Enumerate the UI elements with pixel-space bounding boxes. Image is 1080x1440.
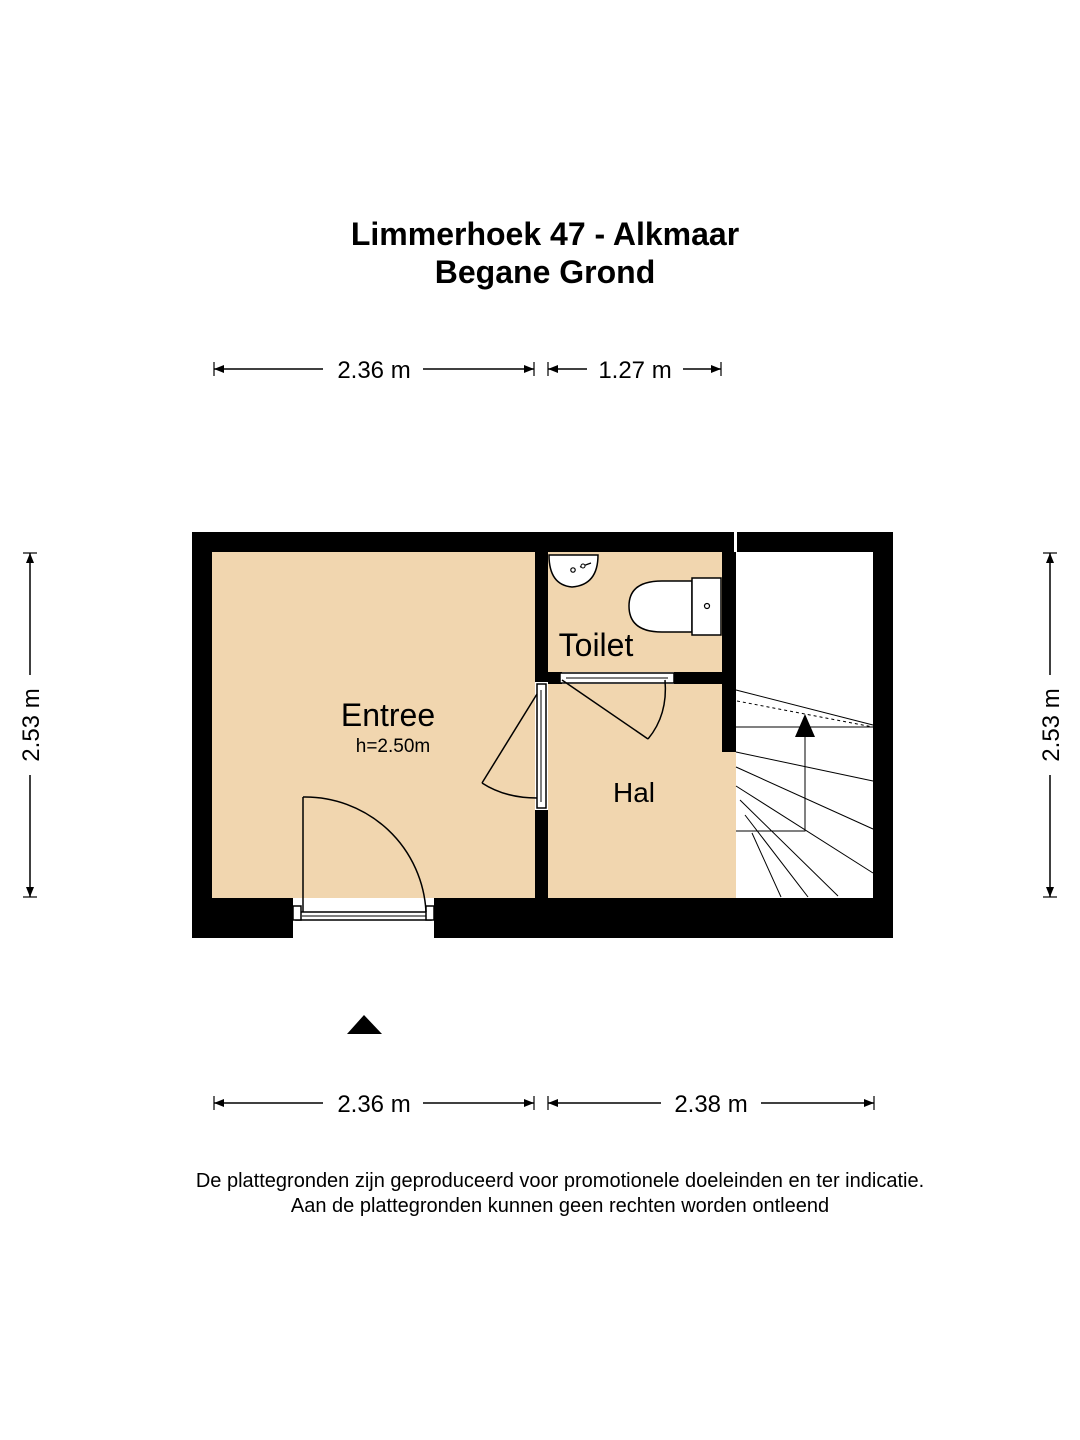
dimension-top-left-label: 2.36 m (337, 357, 411, 384)
disclaimer-line-1: De plattegronden zijn geproduceerd voor promotionele doeleinden en ter indicatie. (195, 1170, 925, 1192)
entree-label: Entree (340, 697, 436, 733)
dimension-top-left (214, 357, 534, 384)
stair-arrow-icon (795, 714, 815, 737)
dimension-top-right-label: 1.27 m (598, 357, 672, 384)
floor-name: Begane Grond (434, 254, 656, 290)
toilet-icon (629, 578, 721, 635)
toilet-label: Toilet (558, 627, 634, 663)
disclaimer-line-2: Aan de plattegronden kunnen geen rechten worden ontleend (290, 1195, 830, 1217)
dimension-right-label: 2.53 m (1038, 688, 1065, 762)
dimension-top-right (548, 357, 721, 384)
dimension-bottom-left-label: 2.36 m (337, 1091, 411, 1118)
dimension-bottom-right-label: 2.38 m (674, 1091, 748, 1118)
dimension-left (18, 553, 45, 897)
dimension-bottom-left (214, 1091, 534, 1118)
dimension-left-label: 2.53 m (18, 688, 45, 762)
hal-label: Hal (612, 777, 656, 808)
entrance-marker-icon (347, 1015, 382, 1034)
plan-title: Limmerhoek 47 - Alkmaar (350, 216, 740, 252)
entree-height: h=2.50m (355, 736, 431, 757)
dimension-right (1038, 553, 1065, 897)
dimension-bottom-right (548, 1091, 874, 1118)
